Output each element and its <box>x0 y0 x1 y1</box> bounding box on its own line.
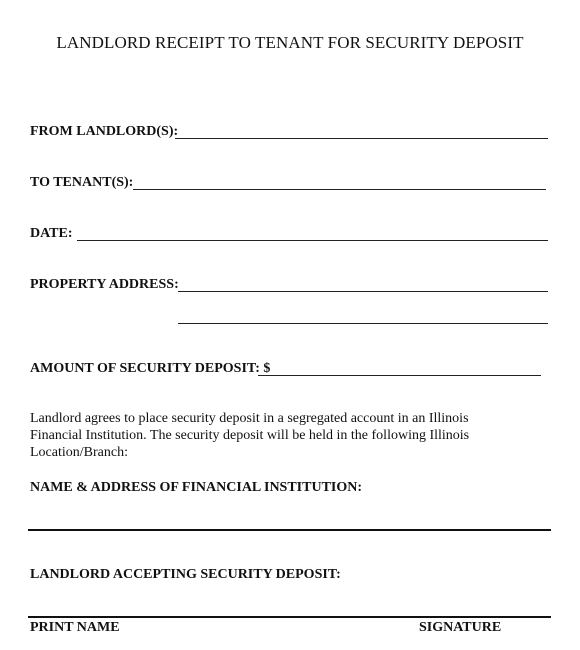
document-title: LANDLORD RECEIPT TO TENANT FOR SECURITY DEPOSIT <box>56 33 524 52</box>
paragraph-line: Financial Institution. The security deposit will be held in the following Illinois <box>30 428 470 443</box>
date-label: DATE: <box>30 226 73 241</box>
security-deposit-amount-field[interactable] <box>258 375 541 376</box>
landlord-accepting-label: LANDLORD ACCEPTING SECURITY DEPOSIT: <box>30 567 341 582</box>
print-name-label: PRINT NAME <box>30 620 120 635</box>
property-address-field-line-2[interactable] <box>178 323 548 324</box>
financial-institution-field[interactable] <box>28 529 551 531</box>
security-deposit-amount-label: AMOUNT OF SECURITY DEPOSIT: $ <box>30 361 271 376</box>
from-landlord-field[interactable] <box>175 138 548 139</box>
from-landlord-label: FROM LANDLORD(S): <box>30 124 179 139</box>
landlord-signature-field[interactable] <box>28 616 551 618</box>
signature-label: SIGNATURE <box>419 620 502 635</box>
paragraph-line: Landlord agrees to place security deposit in a segregated account in an Illinois <box>30 411 469 426</box>
deposit-terms-paragraph <box>30 410 550 461</box>
financial-institution-label: NAME & ADDRESS OF FINANCIAL INSTITUTION: <box>30 480 363 495</box>
to-tenant-label: TO TENANT(S): <box>30 175 134 190</box>
to-tenant-field[interactable] <box>133 189 546 190</box>
property-address-field-line-1[interactable] <box>178 291 548 292</box>
date-field[interactable] <box>77 240 548 241</box>
property-address-label: PROPERTY ADDRESS: <box>30 277 179 292</box>
paragraph-line: Location/Branch: <box>30 445 128 460</box>
